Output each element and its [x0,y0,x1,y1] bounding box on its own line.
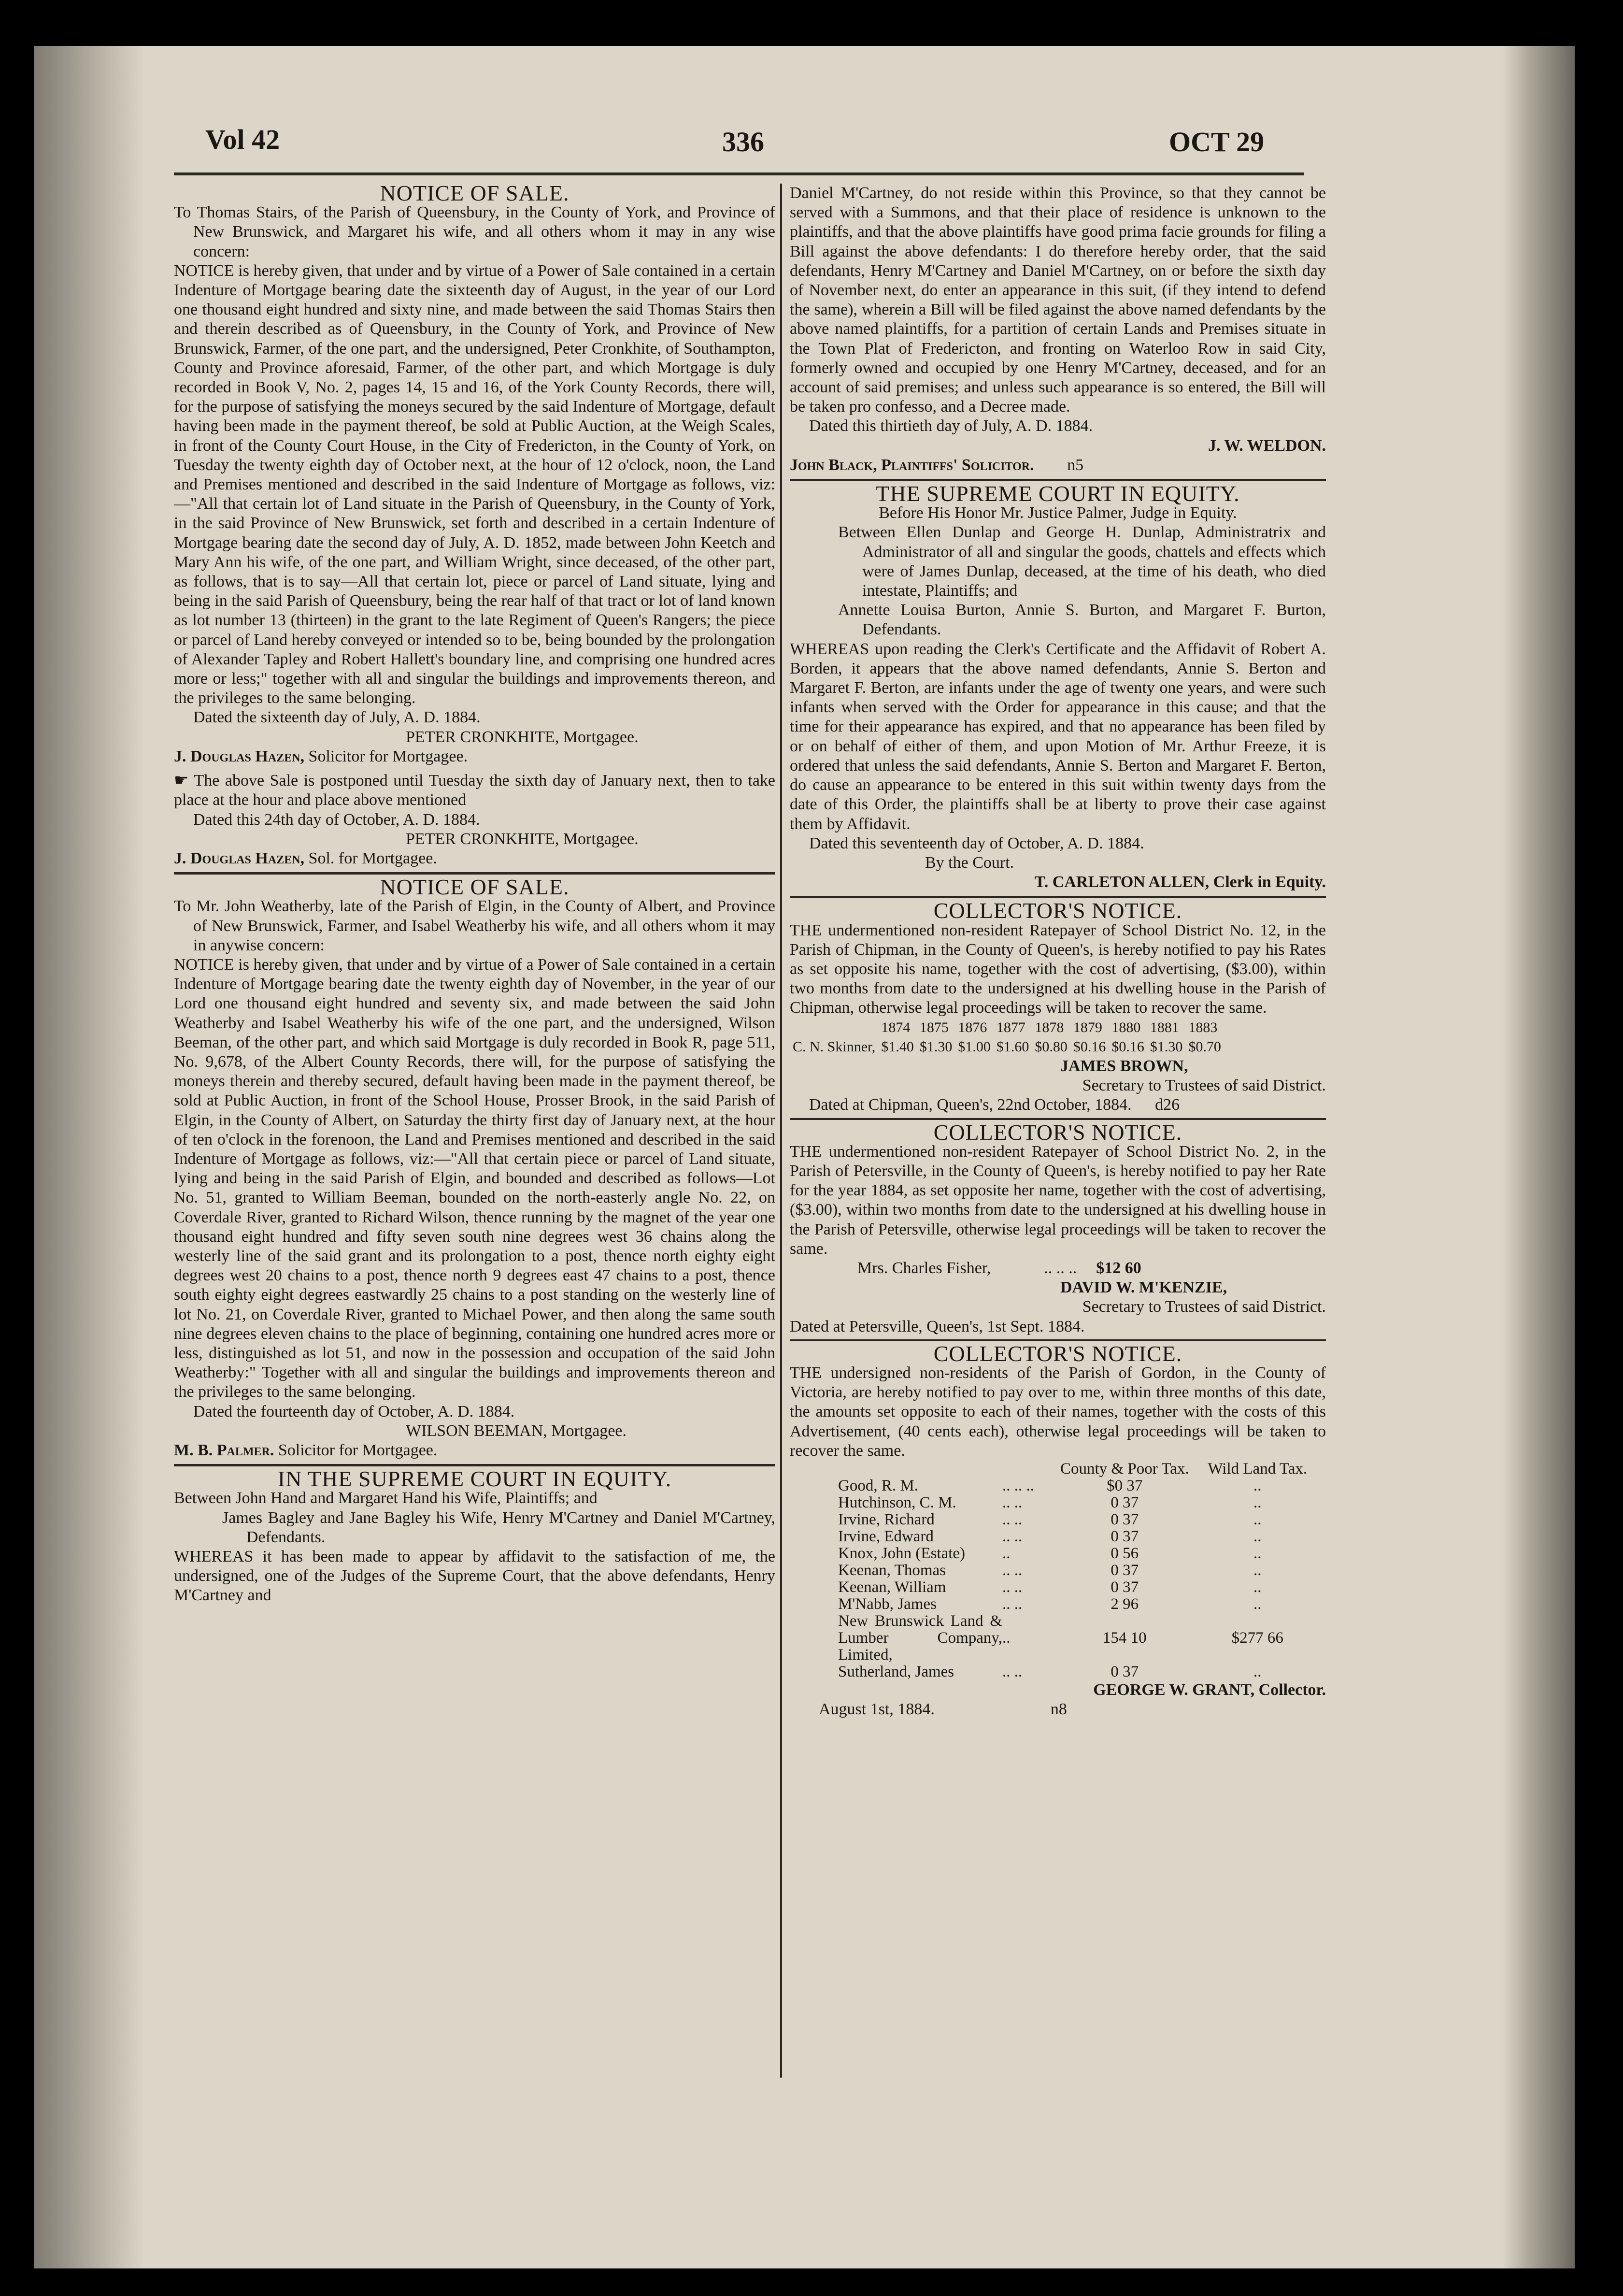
taxpayer-name: New Brunswick Land & Lumber Company, Limited, [838,1612,1002,1664]
taxpayer-name: Keenan, Thomas [838,1562,946,1579]
county-tax: 0 37 [1110,1562,1139,1579]
wild-land-tax: .. [1253,1578,1262,1596]
wild-land-tax: $277 66 [1231,1629,1283,1647]
rates-value-row [790,1037,1224,1057]
column-header: Wild Land Tax. [1208,1460,1308,1478]
collector-signer: DAVID W. M'KENZIE, [1060,1278,1227,1297]
collector-dated: August 1st, 1884. [819,1700,935,1719]
collector-dated: Dated at Chipman, Queen's, 22nd October, 1884. [809,1096,1132,1114]
table-row [790,1494,1326,1511]
column-divider [780,184,782,2078]
table-row [790,1528,1326,1545]
court-defendants: Annette Louisa Burton, Annie S. Burton, and Margaret F. Burton, Defendants. [838,601,1326,639]
supreme-court-hand-continued [790,184,1326,475]
leader-dots: .. [1002,1545,1011,1562]
page-number: 336 [722,126,764,158]
year-cell: 1876 [958,1019,987,1035]
ratepayer-name: Mrs. Charles Fisher, [857,1259,991,1277]
collector-signer: GEORGE W. GRANT, Collector. [1093,1681,1326,1699]
year-cell: 1875 [919,1019,949,1035]
year-cell: 1877 [996,1019,1025,1035]
collector-role: Secretary to Trustees of said District. [1082,1076,1326,1095]
left-column [174,181,775,1606]
table-row [790,1579,1326,1596]
collectors-notice-gordon [790,1341,1326,1720]
notice-dated: Dated the sixteenth day of July, A. D. 1884. [193,708,481,727]
court-between: Between Ellen Dunlap and George H. Dunlap, Administratrix and Administrator of all and singular the goods, chattels and effects which were of James Dunlap, deceased, at the time of his death, who died intestate, Plaintiffs; and [838,523,1326,600]
leader-dots: .. .. [1002,1511,1023,1528]
volume-label: Vol 42 [205,124,280,155]
supreme-court-dunlap [790,481,1326,892]
tax-table [790,1461,1326,1680]
rate-cell: $0.80 [1035,1038,1068,1055]
notice-of-sale-weatherby [174,877,775,1460]
notice-dated: Dated the fourteenth day of October, A. D. 1884. [193,1402,515,1421]
issue-date: OCT 29 [1169,126,1265,158]
ratepayer-name: C. N. Skinner, [793,1038,876,1055]
solicitor-name: J. Douglas Hazen, [174,849,305,867]
notice-title: NOTICE OF SALE. [380,875,569,900]
notice-body: NOTICE is hereby given, that under and by virtue of a Power of Sale contained in a certain Indenture of Mortgage bearing date the sixteenth day of August, in the year of our Lord one thousand eight hundred and sixty nine, and made between the said Thomas Stairs then and therein described as of Queensbury, in the County of York, and Province of New Brunswick, Farmer, of the one part, and the undersigned, Peter Cronkhite, of Southampton, County and Province aforesaid, Farmer, of the other part, and which Mortgage is duly recorded in Book V, No. 2, pages 14, 15 and 16, of the York County Records, there will, for the purpose of satisfying the moneys secured by the said Indenture of Mortgage, default having been made in the payment thereof, be sold at Public Auction, at the Weigh Scales, in front of the County Court House, in the City of Fredericton, in the County of York, on Tuesday the twenty eighth day of October next, at the hour of 12 o'clock, noon, the Land and Premises mentioned and described in the said Indenture of Mortgage as follows, viz:—"All that certain lot of Land situate in the Parish of Queensbury, in the County of York, in the said Province of New Brunswick, set forth and described in a certain Indenture of Mortgage bearing date the second day of July, A. D. 1852, made between John Keetch and Mary Ann his wife, of the one part, and William Wright, since deceased, of the other part, as follows, that is to say—All that certain lot, piece or parcel of Land situate, lying and being in the said Parish of Queensbury, being the rear half of that tract or lot of land known as lot number 13 (thirteen) in the grant to the late Regiment of Queen's Rangers; the piece or parcel of Land hereby conveyed or intended so to be, being bounded by the prolongation of Alexander Tapley and Robert Hallett's boundary line, and comprising one hundred acres more or less;" together with all and singular the buildings and improvements thereon, and the privileges to the same belonging. [174,261,775,707]
right-column [790,184,1326,1719]
county-tax: $0 37 [1107,1477,1143,1494]
table-row [790,1478,1326,1494]
county-tax: 0 37 [1110,1578,1139,1596]
collector-title: COLLECTOR'S NOTICE. [933,1119,1182,1145]
postponement-notice: The above Sale is postponed until Tuesday the sixth day of January next, then to take place at the hour and place above mentioned [174,772,775,809]
notice-signer: PETER CRONKHITE, Mortgagee. [406,728,639,746]
solicitor-role: Solicitor for Mortgagee. [308,747,468,765]
year-cell: 1874 [881,1019,911,1035]
tax-table-header [790,1461,1326,1478]
collector-signer: JAMES BROWN, [1060,1057,1188,1075]
leader-dots: .. .. [1002,1562,1023,1579]
rate-cell: $1.40 [881,1038,914,1055]
year-cell: 1879 [1073,1019,1102,1035]
taxpayer-name: Knox, John (Estate) [838,1545,966,1562]
collector-role: Secretary to Trustees of said District. [1082,1298,1326,1316]
year-cell: 1880 [1111,1019,1141,1035]
county-tax: 154 10 [1102,1629,1147,1647]
column-header: County & Poor Tax. [1060,1460,1189,1478]
notice-code: d26 [1155,1096,1180,1114]
postponement-dated: Dated this 24th day of October, A. D. 1884. [193,810,480,829]
notice-code: n8 [1050,1700,1067,1719]
rate-cell: $0.16 [1111,1038,1144,1055]
wild-land-tax: .. [1253,1545,1262,1562]
taxpayer-name: Good, R. M. [838,1477,918,1494]
rates-table [790,1018,1224,1057]
collector-title: COLLECTOR'S NOTICE. [933,1341,1182,1366]
table-row [790,1545,1326,1562]
county-tax: 0 37 [1110,1494,1139,1511]
court-signer: T. CARLETON ALLEN, Clerk in Equity. [1034,873,1326,891]
leader-dots: .. .. .. [1044,1259,1077,1277]
notice-code: n5 [1067,456,1084,474]
page-gutter-shadow [34,46,145,2268]
taxpayer-name: Irvine, Richard [838,1511,935,1528]
year-cell: 1883 [1188,1019,1218,1035]
court-defendants: James Bagley and Jane Bagley his Wife, Henry M'Cartney and Daniel M'Cartney, Defendants. [222,1508,775,1546]
rate-cell: $1.30 [1150,1038,1183,1055]
solicitor-role: Solicitor for Mortgagee. [278,1441,438,1459]
year-cell: 1878 [1035,1019,1064,1035]
collector-body: THE undermentioned non-resident Ratepayer of School District No. 12, in the Parish of Chipman, in the County of Queen's, is hereby notified to pay his Rates as set opposite his name, together with the cost of advertising, ($3.00), within two months from date to the undersigned at his dwelling house in the Parish of Chipman, otherwise legal proceedings will be taken to recover the same. [790,921,1326,1017]
collector-dated: Dated at Petersville, Queen's, 1st Sept. 1884. [790,1317,1085,1335]
year-cell: 1881 [1150,1019,1179,1035]
court-title: IN THE SUPREME COURT IN EQUITY. [277,1466,672,1492]
taxpayer-name: Keenan, William [838,1578,946,1596]
notice-signer: WILSON BEEMAN, Mortgagee. [406,1421,627,1440]
taxpayer-name: Sutherland, James [838,1663,954,1680]
court-title: THE SUPREME COURT IN EQUITY. [876,481,1240,506]
leader-dots: .. .. [1002,1494,1023,1511]
notice-title: NOTICE OF SALE. [380,181,569,205]
county-tax: 0 37 [1110,1511,1139,1528]
solicitor-name: M. B. Palmer. [174,1441,274,1459]
rate-cell: $1.00 [958,1038,991,1055]
court-solicitor: John Black, Plaintiffs' Solicitor. [790,456,1034,474]
taxpayer-name: Irvine, Edward [838,1528,934,1545]
collectors-notice-petersville [790,1119,1326,1336]
section-rule [790,1118,1326,1120]
wild-land-tax: .. [1253,1663,1262,1680]
collector-title: COLLECTOR'S NOTICE. [933,898,1182,923]
rate-cell: $0.70 [1188,1038,1221,1055]
wild-land-tax: .. [1253,1562,1262,1579]
court-between: Between John Hand and Margaret Hand his Wife, Plaintiffs; and [174,1489,598,1507]
collectors-notice-chipman [790,898,1326,1115]
table-row [790,1511,1326,1528]
leader-dots: .. .. [1002,1528,1023,1545]
leader-dots: .. [1002,1629,1011,1647]
court-body: WHEREAS upon reading the Clerk's Certificate and the Affidavit of Robert A. Borden, it appears that the above named defendants, Annie S. Berton and Margaret F. Berton, are infants under the age of twenty one years, and were such infants when served with the Order for appearance in this cause; and that the time for their appearance has expired, and that no appearance has been filed by or on behalf of either of them, and upon Motion of Mr. Arthur Freeze, it is ordered that unless the said defendants, Annie S. Berton and Margaret F. Berton, do cause an appearance to be entered in this suit within twenty days from the date of this Order, the plaintiffs shall be at liberty to prove their case against them by Affidavit. [790,640,1326,833]
court-signer: J. W. WELDON. [1208,436,1326,455]
leader-dots: .. .. [1002,1578,1023,1596]
table-row [790,1596,1326,1613]
leader-dots: .. .. [1002,1663,1023,1680]
wild-land-tax: .. [1253,1528,1262,1545]
court-by: By the Court. [925,853,1014,872]
rate-cell: $0.16 [1073,1038,1106,1055]
table-row [790,1664,1326,1680]
table-row [790,1613,1326,1664]
header-rule [174,172,1304,175]
page-edge [1502,46,1575,2268]
court-dated: Dated this thirtieth day of July, A. D. 1884. [809,417,1093,435]
taxpayer-name: Hutchinson, C. M. [838,1494,956,1511]
wild-land-tax: .. [1253,1494,1262,1511]
rate-cell: $1.60 [996,1038,1029,1055]
county-tax: 2 96 [1110,1595,1139,1613]
court-body: WHEREAS it has been made to appear by affidavit to the satisfaction of me, the undersigned, one of the Judges of the Supreme Court, that the above defendants, Henry M'Cartney and [174,1548,775,1605]
postponement-signer: PETER CRONKHITE, Mortgagee. [406,830,639,848]
solicitor-name: J. Douglas Hazen, [174,747,305,765]
notice-address: To Mr. John Weatherby, late of the Parish of Elgin, in the County of Albert, and Province of New Brunswick, Farmer, and Isabel Weatherby his wife, and all others whom it may in anywise concern: [174,897,775,954]
court-body-continued: Daniel M'Cartney, do not reside within this Province, so that they cannot be served with a Summons, and that their place of residence is unknown to the plaintiffs, and that the above plaintiffs have good prima facie grounds for filing a Bill against the above defendants: I do therefore hereby order, that the said defendants, Henry M'Cartney and Daniel M'Cartney, on or before the sixth day of November next, do enter an appearance in this suit, (if they intend to defend the same), wherein a Bill will be filed against the above named defendants by the above named plaintiffs, for a partition of certain Lands and Premises situate in the Town Plat of Fredericton, and fronting on Waterloo Row in said City, formerly owned and occupied by one Henry M'Cartney, deceased, and for an account of said premises; and unless such appearance is so entered, the Bill will be taken pro confesso, and a Decree made. [790,184,1326,416]
newspaper-page [34,46,1575,2268]
court-dated: Dated this seventeenth day of October, A. D. 1884. [809,834,1144,852]
rate-cell: $1.30 [919,1038,953,1055]
wild-land-tax: .. [1253,1477,1262,1494]
wild-land-tax: .. [1253,1511,1262,1528]
supreme-court-hand [174,1466,775,1605]
collector-body: THE undersigned non-residents of the Parish of Gordon, in the County of Victoria, are hereby notified to pay over to me, within three months of this date, the amounts set opposite to each of their names, together with the costs of this Advertisement, (40 cents each), otherwise legal proceedings will be taken to recover the same. [790,1363,1326,1460]
court-before: Before His Honor Mr. Justice Palmer, Judge in Equity. [879,504,1237,522]
county-tax: 0 37 [1110,1663,1139,1680]
notice-address: To Thomas Stairs, of the Parish of Queensbury, in the County of York, and Province of New Brunswick, and Margaret his wife, and all others whom it may in any wise concern: [174,203,775,260]
wild-land-tax: .. [1253,1595,1262,1613]
rate-amount: $12 60 [1096,1259,1141,1277]
leader-dots: .. .. .. [1002,1477,1034,1494]
collector-body: THE undermentioned non-resident Ratepayer of School District No. 2, in the Parish of Petersville, in the County of Queen's, is hereby notified to pay her Rate for the year 1884, as set opposite her name, together with the cost of advertising, ($3.00), within two months from date to the undersigned at his dwelling house in the Parish of Petersville, otherwise legal proceedings will be taken to recover the same. [790,1142,1326,1258]
notice-body: NOTICE is hereby given, that under and by virtue of a Power of Sale contained in a certain Indenture of Mortgage bearing date the twenty eighth day of November, in the year of our Lord one thousand eight hundred and seventy six, and made between the said John Weatherby and Isabel Weatherby his wife of the one part, and the undersigned, Wilson Beeman, of the other part, and which said Mortgage is duly recorded in Book R, page 511, No. 9,678, of the Albert County Records, there will, for the purpose of satisfying the moneys therein and thereby secured, default having been made in the payment thereof, be sold at Public Auction, in front of the School House, Prosser Brook, in the said Parish of Elgin, in the County of Albert, on Saturday the thirty first day of January next, at the hour of ten o'clock in the forenoon, the Land and Premises mentioned and described in the said Indenture of Mortgage as follows, viz:—"All that certain piece or parcel of Land situate, lying and being in the said Parish of Elgin, and bounded and described as follows—Lot No. 51, granted to William Beeman, bounded on the north-easterly angle No. 22, on Coverdale River, granted to Richard Wilson, thence running by the magnet of the year one thousand eight hundred and fifty seven south nine degrees west 36 chains along the westerly line of the said grant and its prolongation to a post, thence north eighty eight degrees west 20 chains to a post, thence north 9 degrees east 47 chains to a post, thence south eighty eight degrees eastwardly 25 chains to a post standing on the westerly line of lot No. 21, on Coverdale River, granted to Michael Power, and then along the same south nine degrees eleven chains to the place of beginning, containing one hundred acres more or less, distinguished as lot 51, and now in the possession and occupation of the said John Weatherby:" Together with all and singular the buildings and improvements thereon and the privileges to the same belonging. [174,955,775,1401]
leader-dots: .. .. [1002,1595,1023,1613]
solicitor-role: Sol. for Mortgagee. [308,849,437,867]
pointing-hand-icon: ☛ [174,772,189,790]
rates-year-row [790,1018,1224,1037]
county-tax: 0 37 [1110,1528,1139,1545]
taxpayer-name: M'Nabb, James [838,1595,937,1613]
notice-of-sale-stairs [174,181,775,868]
table-row [790,1562,1326,1579]
county-tax: 0 56 [1110,1545,1139,1562]
